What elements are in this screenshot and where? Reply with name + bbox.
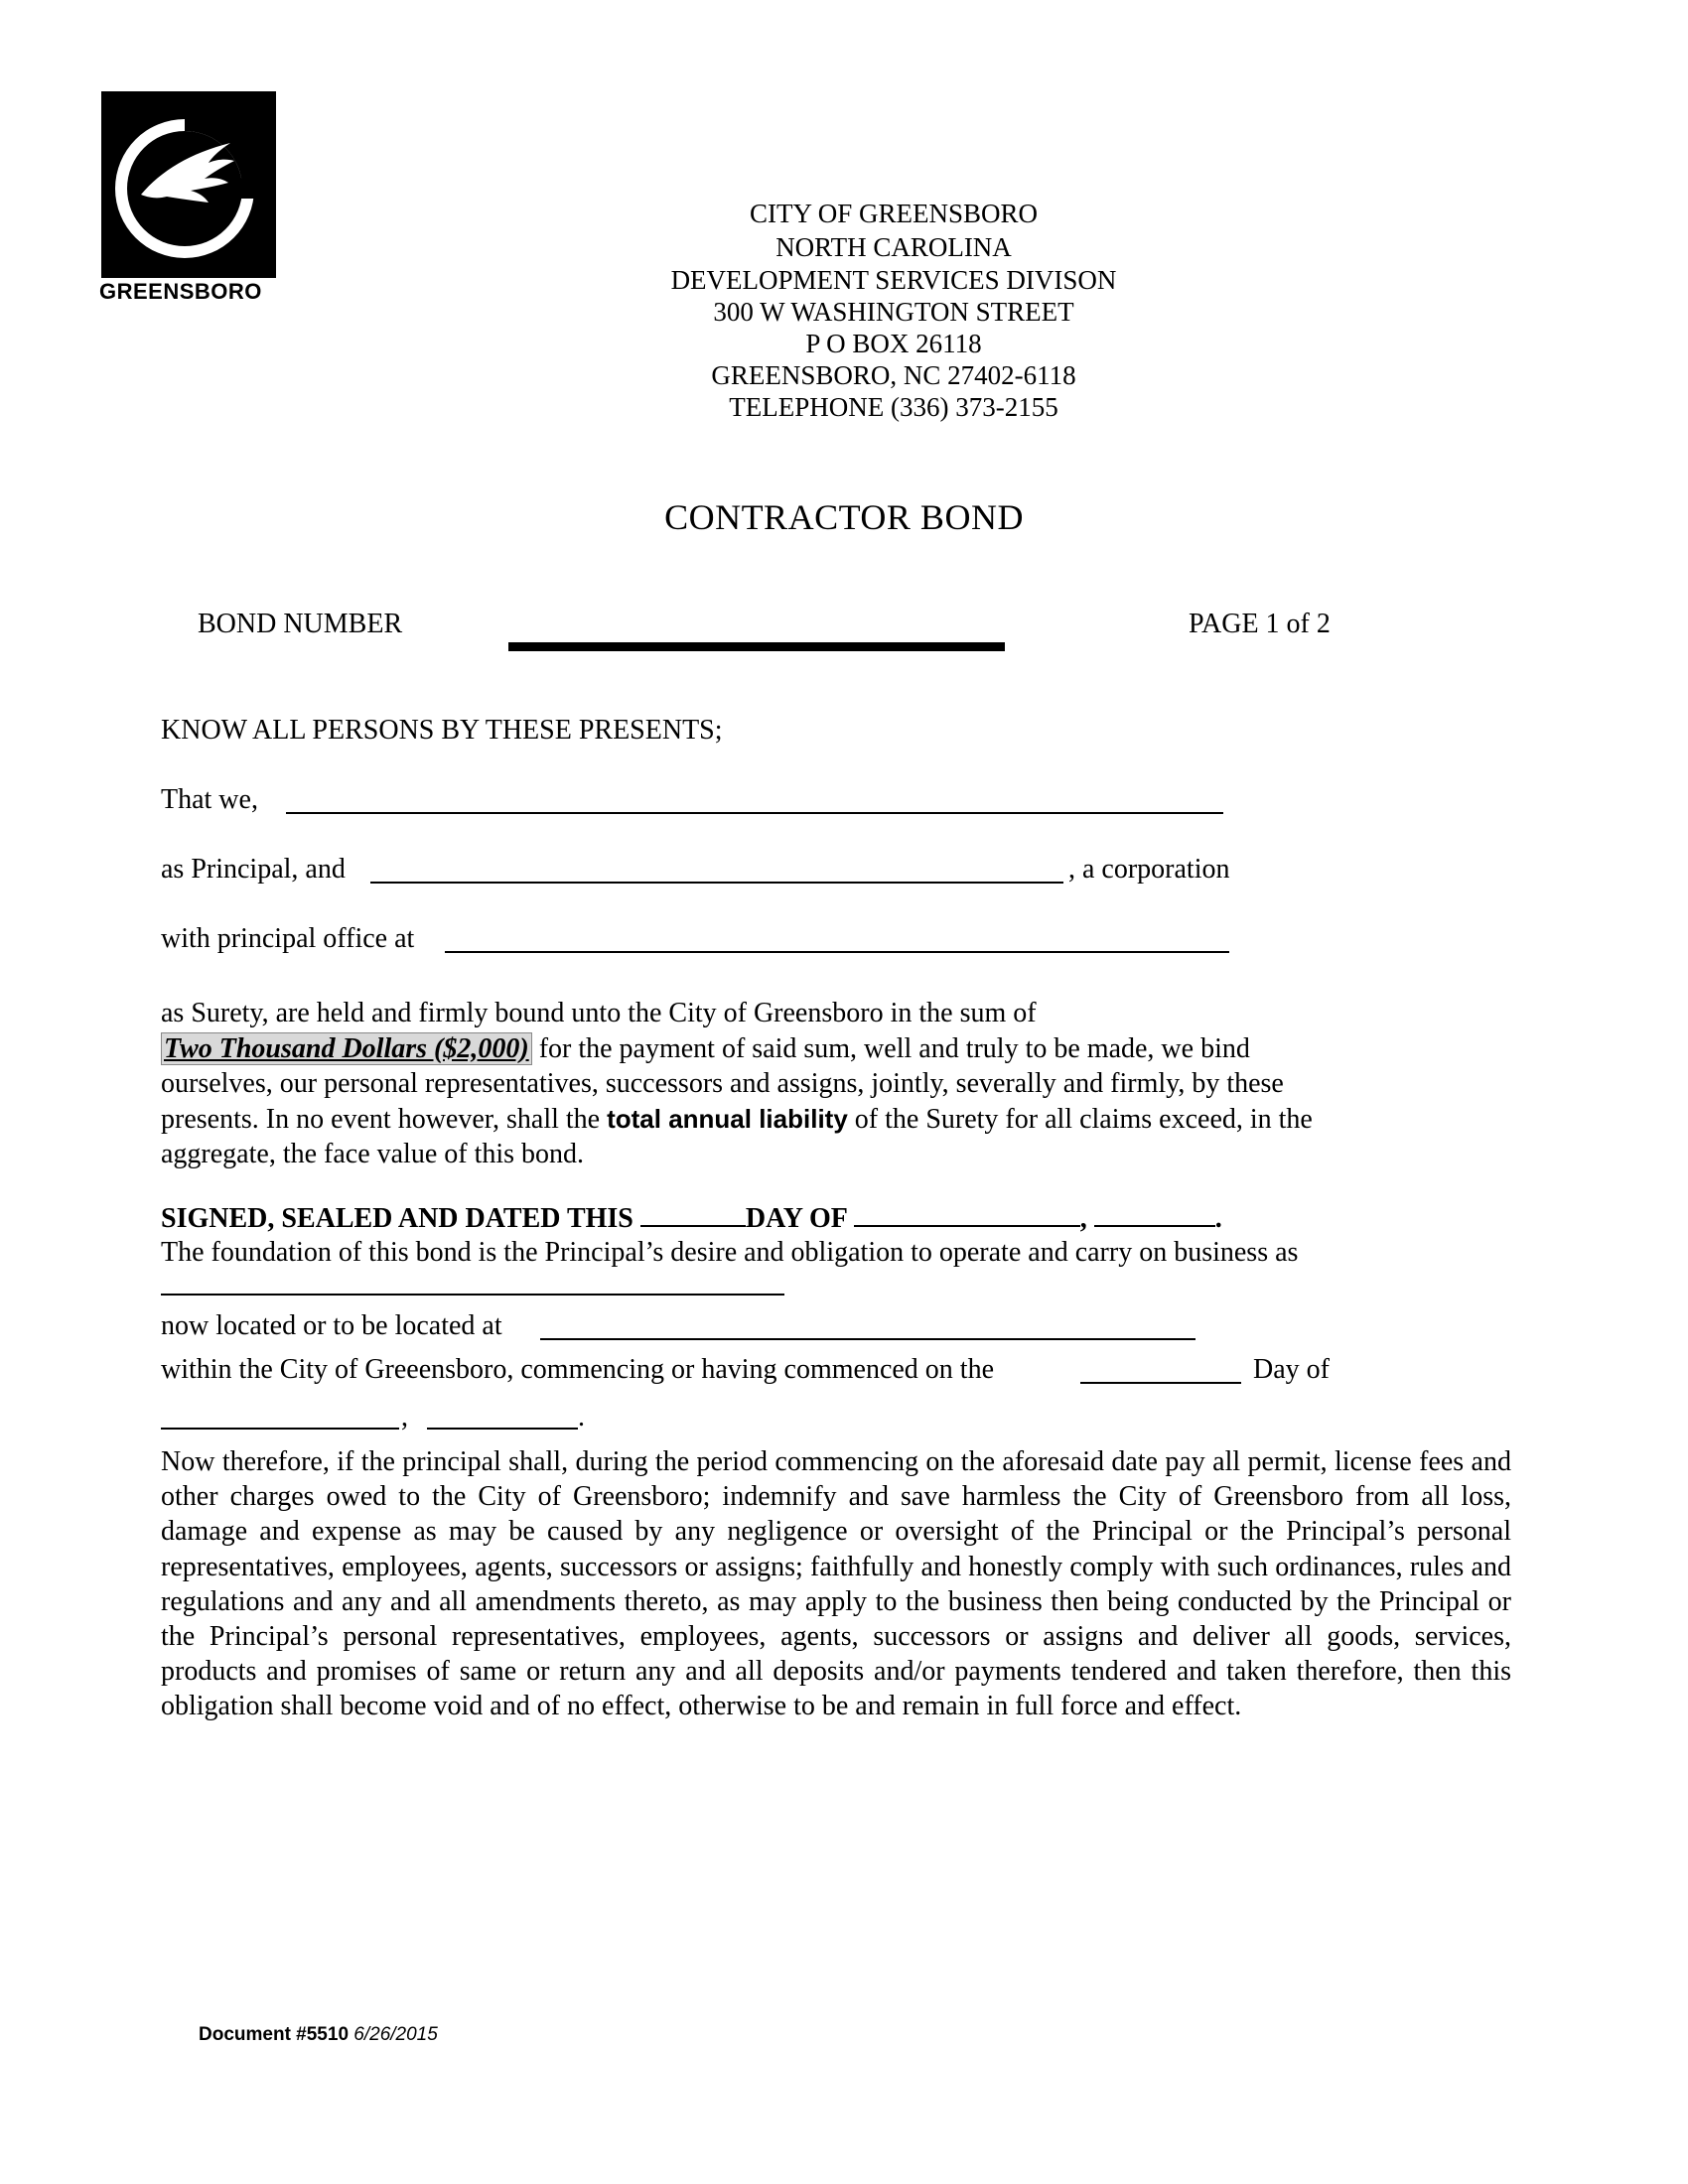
signed-day-field[interactable] bbox=[640, 1224, 746, 1227]
header-telephone: TELEPHONE (336) 373-2155 bbox=[729, 392, 1058, 422]
greensboro-logo-icon bbox=[101, 91, 276, 278]
document-date: 6/26/2015 bbox=[349, 2024, 438, 2045]
now-located-label: now located or to be located at bbox=[161, 1310, 502, 1341]
know-all-heading: KNOW ALL PERSONS BY THESE PRESENTS; bbox=[161, 715, 723, 746]
signed-month-field[interactable] bbox=[854, 1224, 1080, 1227]
date-comma: , bbox=[401, 1402, 408, 1433]
header-state: NORTH CAROLINA bbox=[775, 232, 1012, 262]
header-city-zip: GREENSBORO, NC 27402-6118 bbox=[711, 360, 1076, 390]
signed-comma: , bbox=[1079, 1203, 1094, 1234]
signed-period: . bbox=[1214, 1203, 1222, 1234]
header-pobox: P O BOX 26118 bbox=[805, 329, 982, 358]
logo-wordmark: GREENSBORO bbox=[99, 279, 262, 304]
document-footer bbox=[199, 2024, 438, 2046]
surety-name-field[interactable] bbox=[370, 882, 1063, 884]
header-division: DEVELOPMENT SERVICES DIVISON bbox=[670, 265, 1117, 295]
commence-day-field[interactable] bbox=[1080, 1382, 1241, 1384]
business-location-field[interactable] bbox=[540, 1338, 1196, 1340]
surety-paragraph bbox=[161, 996, 1442, 1172]
commence-year-field[interactable] bbox=[427, 1428, 578, 1430]
as-principal-label: as Principal, and bbox=[161, 854, 346, 885]
principal-office-label: with principal office at bbox=[161, 923, 415, 954]
day-of-text: Day of bbox=[1253, 1354, 1330, 1385]
bond-number-field[interactable] bbox=[508, 642, 1005, 651]
corporation-label: , a corporation bbox=[1068, 854, 1230, 885]
bond-number-label: BOND NUMBER bbox=[198, 609, 403, 639]
total-annual-liability: total annual liability bbox=[607, 1103, 848, 1134]
foundation-text: The foundation of this bond is the Principal’s desire and obligation to operate and carry on business as bbox=[161, 1237, 1299, 1268]
signed-year-field[interactable] bbox=[1094, 1224, 1215, 1227]
bond-amount: Two Thousand Dollars ($2,000) bbox=[161, 1032, 532, 1065]
that-we-label: That we, bbox=[161, 784, 258, 815]
header-city: CITY OF GREENSBORO bbox=[749, 199, 1039, 228]
signed-sealed-label: SIGNED, SEALED AND DATED THIS bbox=[161, 1203, 640, 1234]
signed-sealed-line bbox=[161, 1201, 1222, 1236]
surety-line-4-a: presents. In no event however, shall the bbox=[161, 1103, 608, 1135]
surety-line-3: ourselves, our personal representatives, successors and assigns, jointly, severally and firmly, by these bbox=[161, 1068, 1284, 1099]
header-street: 300 W WASHINGTON STREET bbox=[713, 297, 1074, 327]
surety-line-4-b: of the Surety for all claims exceed, in the bbox=[847, 1103, 1313, 1135]
principal-office-field[interactable] bbox=[445, 951, 1229, 953]
business-type-field[interactable] bbox=[161, 1294, 784, 1296]
page-indicator: PAGE 1 of 2 bbox=[1189, 609, 1331, 639]
surety-line-2 bbox=[161, 1031, 1442, 1067]
document-title: CONTRACTOR BOND bbox=[664, 497, 1024, 537]
surety-line-2-rest: for the payment of said sum, well and truly to be made, we bind bbox=[531, 1032, 1250, 1064]
day-of-label: DAY OF bbox=[745, 1203, 854, 1234]
surety-line-1: as Surety, are held and firmly bound unto the City of Greensboro in the sum of bbox=[161, 998, 1037, 1028]
surety-line-5: aggregate, the face value of this bond. bbox=[161, 1139, 585, 1169]
date-period: . bbox=[578, 1402, 585, 1433]
now-therefore-paragraph: Now therefore, if the principal shall, during the period commencing on the aforesaid date pay all permit, license fees and other charges owed to the City of Greensboro; indemnify and save harmless the City of Greensboro from all loss, damage and expense as may be caused by any negligence or oversight of the Principal or the Principal’s personal representatives, employees, agents, successors or assigns; faithfully and honestly comply with such ordinances, rules and regulations and any and all amendments thereto, as may apply to the business then being conducted by the Principal or the Principal’s personal representatives, employees, agents, successors or assigns and deliver all goods, services, products and promises of same or return any and all deposits and/or payments tendered and taken therefore, then this obligation shall become void and of no effect, otherwise to be and remain in full force and effect. bbox=[161, 1446, 1511, 1722]
principal-name-field[interactable] bbox=[286, 812, 1223, 814]
commence-month-field[interactable] bbox=[161, 1428, 399, 1430]
document-number: Document #5510 bbox=[199, 2024, 350, 2045]
within-city-label: within the City of Greeensboro, commencing or having commenced on the bbox=[161, 1354, 995, 1385]
surety-line-4 bbox=[161, 1102, 1442, 1138]
greensboro-logo bbox=[101, 91, 276, 278]
